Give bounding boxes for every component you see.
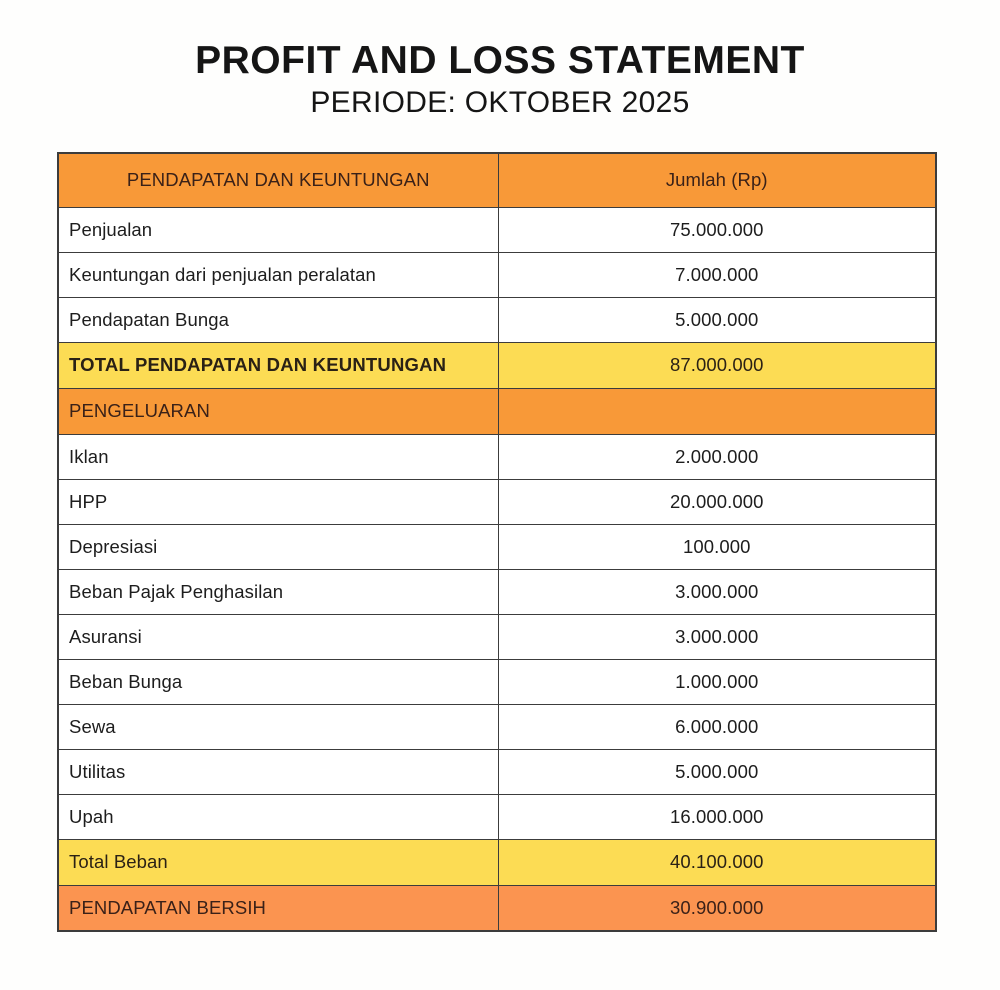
row-amount: 7.000.000 — [498, 252, 936, 297]
row-label: TOTAL PENDAPATAN DAN KEUNTUNGAN — [58, 342, 498, 388]
table-row — [58, 749, 936, 794]
row-amount: 20.000.000 — [498, 479, 936, 524]
table-row — [58, 252, 936, 297]
table-row — [58, 885, 936, 931]
row-label: Total Beban — [58, 839, 498, 885]
row-amount: 75.000.000 — [498, 207, 936, 252]
table-row — [58, 704, 936, 749]
column-header-amount: Jumlah (Rp) — [498, 153, 936, 207]
table-row — [58, 297, 936, 342]
row-label: PENGELUARAN — [58, 388, 498, 434]
row-label: Iklan — [58, 434, 498, 479]
row-label: Pendapatan Bunga — [58, 297, 498, 342]
table-row — [58, 524, 936, 569]
row-amount: 100.000 — [498, 524, 936, 569]
row-label: Beban Bunga — [58, 659, 498, 704]
row-label: Upah — [58, 794, 498, 839]
table-row — [58, 207, 936, 252]
row-label: Keuntungan dari penjualan peralatan — [58, 252, 498, 297]
row-amount: 2.000.000 — [498, 434, 936, 479]
row-amount: 30.900.000 — [498, 885, 936, 931]
row-label: Asuransi — [58, 614, 498, 659]
table-row — [58, 434, 936, 479]
table-header-row — [58, 153, 936, 207]
table-row — [58, 342, 936, 388]
row-label: Depresiasi — [58, 524, 498, 569]
table-row — [58, 388, 936, 434]
row-amount: 5.000.000 — [498, 297, 936, 342]
row-amount: 3.000.000 — [498, 569, 936, 614]
row-label: Penjualan — [58, 207, 498, 252]
row-amount: 87.000.000 — [498, 342, 936, 388]
row-amount: 1.000.000 — [498, 659, 936, 704]
table-row — [58, 659, 936, 704]
profit-loss-table — [57, 152, 937, 932]
row-label: Beban Pajak Penghasilan — [58, 569, 498, 614]
table-row — [58, 569, 936, 614]
profit-loss-table-container — [57, 152, 935, 932]
row-label: Sewa — [58, 704, 498, 749]
column-header-category: PENDAPATAN DAN KEUNTUNGAN — [58, 153, 498, 207]
row-label: HPP — [58, 479, 498, 524]
row-amount: 5.000.000 — [498, 749, 936, 794]
row-amount: 3.000.000 — [498, 614, 936, 659]
row-amount: 40.100.000 — [498, 839, 936, 885]
table-row — [58, 794, 936, 839]
row-label: Utilitas — [58, 749, 498, 794]
table-body — [58, 153, 936, 931]
table-row — [58, 839, 936, 885]
page-subtitle: PERIODE: OKTOBER 2025 — [310, 86, 690, 120]
table-row — [58, 614, 936, 659]
table-row — [58, 479, 936, 524]
row-label: PENDAPATAN BERSIH — [58, 885, 498, 931]
title-block — [0, 0, 1000, 122]
row-amount — [498, 388, 936, 434]
row-amount: 16.000.000 — [498, 794, 936, 839]
page-title: PROFIT AND LOSS STATEMENT — [195, 39, 805, 82]
row-amount: 6.000.000 — [498, 704, 936, 749]
